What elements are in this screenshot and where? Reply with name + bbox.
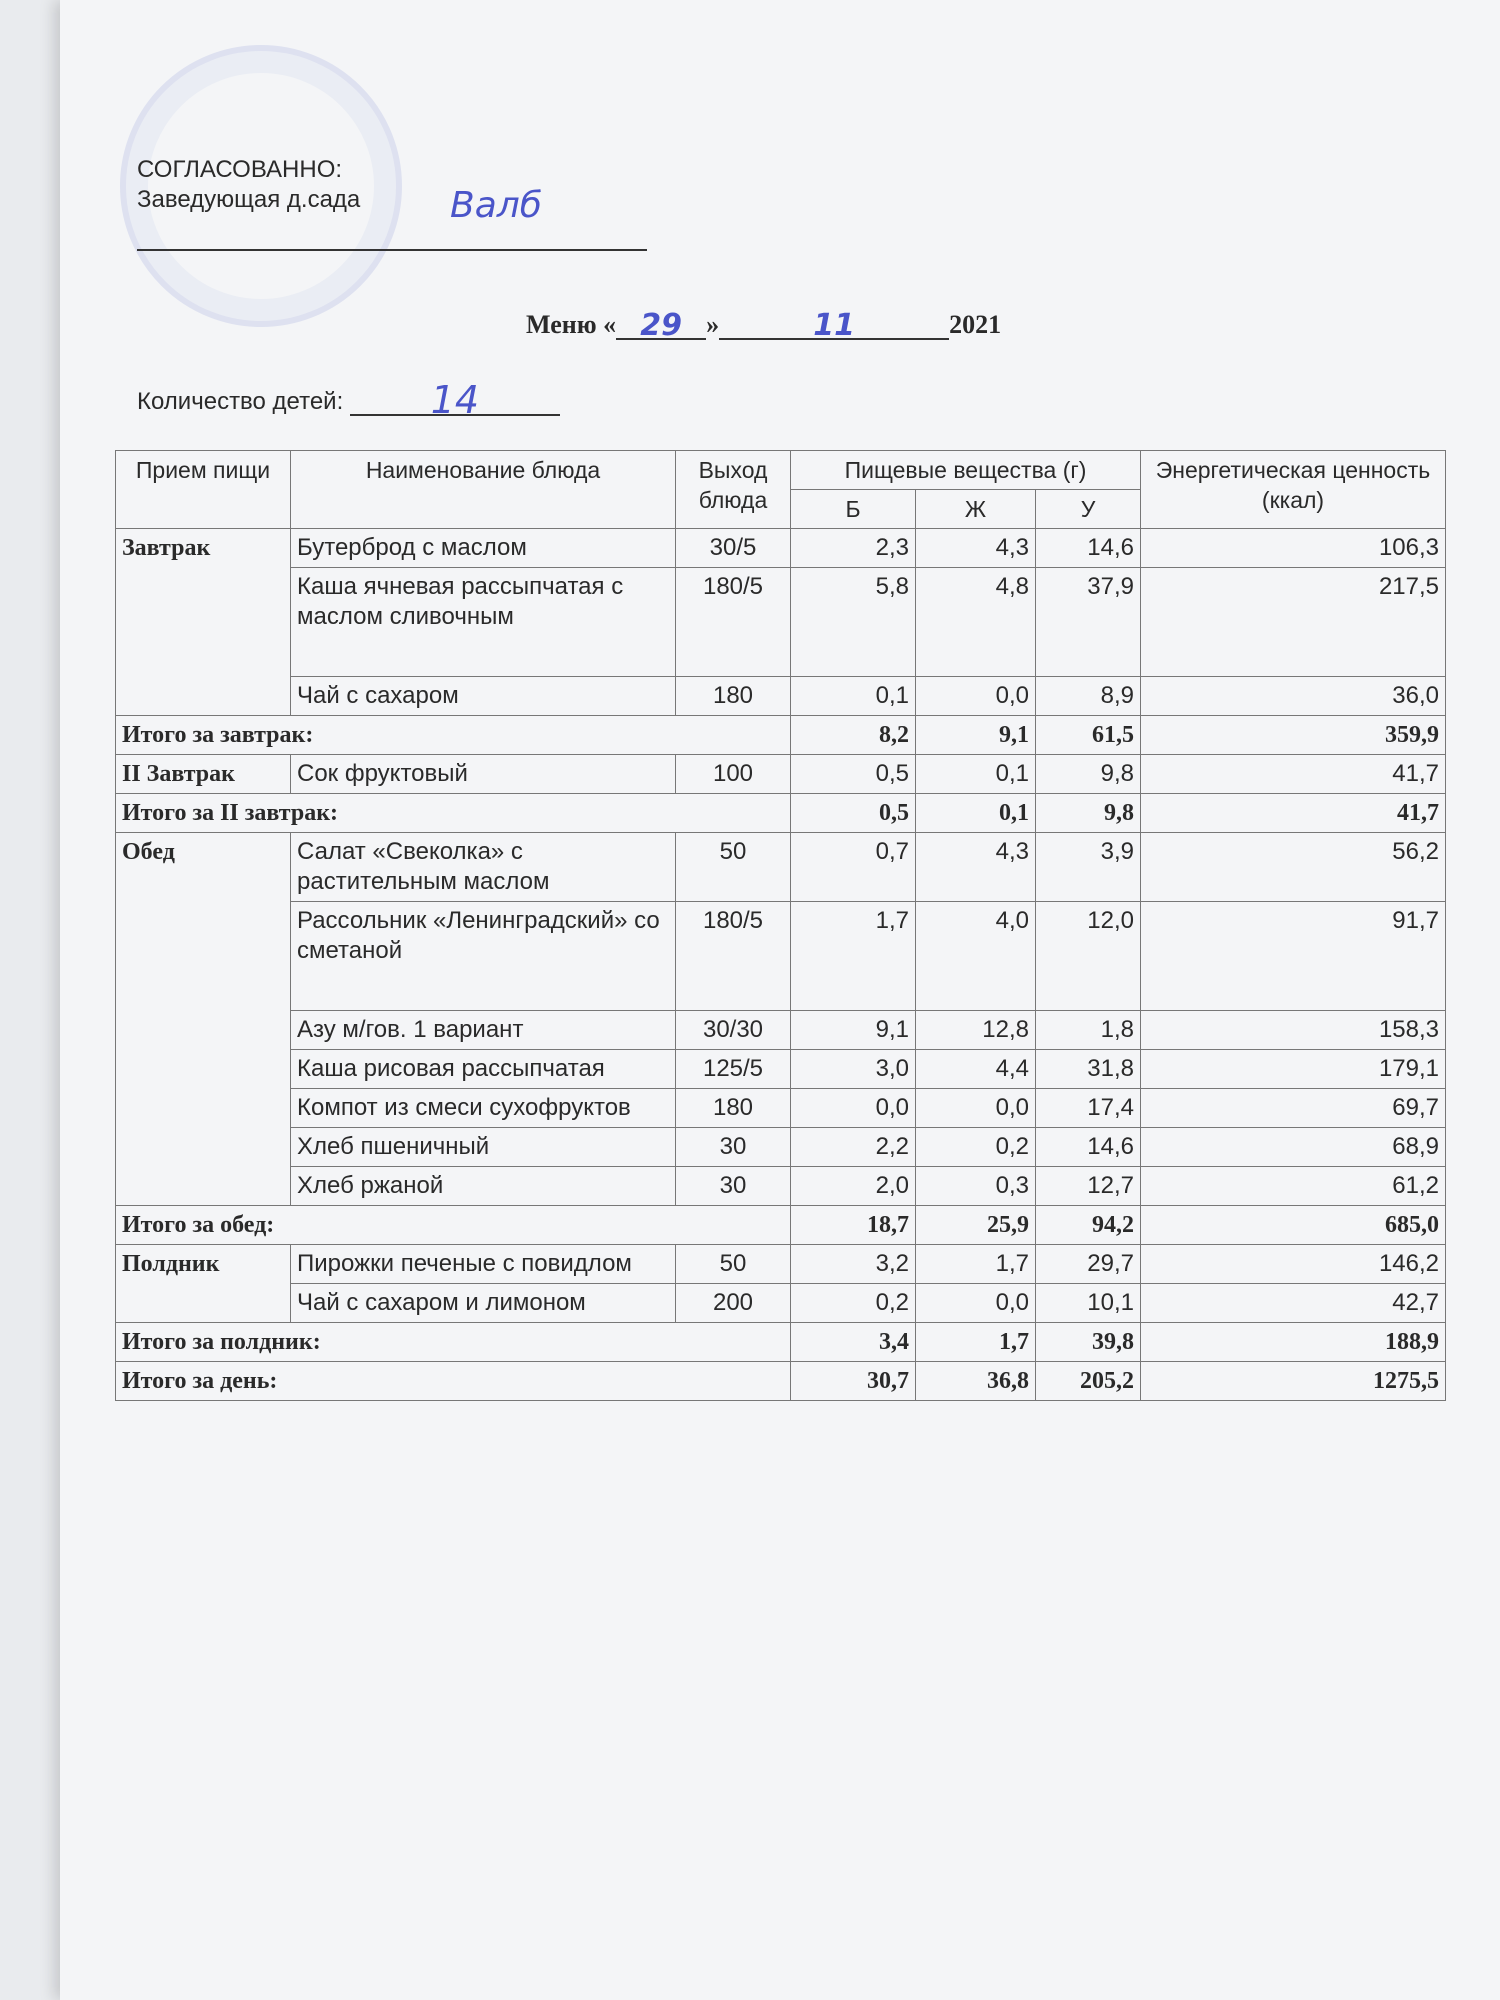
- dish-name: Пирожки печеные с повидлом: [291, 1245, 676, 1284]
- dish-zh: 1,7: [916, 1245, 1036, 1284]
- dish-zh: 0,1: [916, 755, 1036, 794]
- dish-kcal: 36,0: [1141, 677, 1446, 716]
- table-row: [116, 1011, 1446, 1050]
- dish-yield: 180/5: [676, 568, 791, 677]
- menu-day: 29: [616, 308, 706, 340]
- day-total-b: 30,7: [791, 1362, 916, 1401]
- table-row: [116, 1245, 1446, 1284]
- header-energy: Энергетическая ценность (ккал): [1141, 451, 1446, 529]
- dish-b: 3,0: [791, 1050, 916, 1089]
- dish-b: 2,0: [791, 1167, 916, 1206]
- signature-text: Валб: [450, 185, 542, 226]
- dish-kcal: 91,7: [1141, 902, 1446, 1011]
- dish-yield: 50: [676, 1245, 791, 1284]
- children-count: [137, 378, 560, 422]
- meal-lunch: Обед: [116, 833, 291, 1206]
- dish-yield: 30: [676, 1167, 791, 1206]
- header-zh: Ж: [916, 490, 1036, 529]
- dish-name: Бутерброд с маслом: [291, 529, 676, 568]
- dish-u: 29,7: [1036, 1245, 1141, 1284]
- dish-kcal: 42,7: [1141, 1284, 1446, 1323]
- dish-kcal: 146,2: [1141, 1245, 1446, 1284]
- total-zh: 0,1: [916, 794, 1036, 833]
- dish-u: 12,0: [1036, 902, 1141, 1011]
- dish-u: 10,1: [1036, 1284, 1141, 1323]
- total-zh: 1,7: [916, 1323, 1036, 1362]
- total-row: [116, 1206, 1446, 1245]
- header-meal: Прием пищи: [116, 451, 291, 529]
- approval-position: Заведующая д.сада: [137, 186, 361, 213]
- dish-b: 0,1: [791, 677, 916, 716]
- dish-b: 9,1: [791, 1011, 916, 1050]
- dish-b: 0,2: [791, 1284, 916, 1323]
- meal-second-breakfast: II Завтрак: [116, 755, 291, 794]
- dish-name: Хлеб ржаной: [291, 1167, 676, 1206]
- signature: [450, 185, 542, 226]
- dish-yield: 180: [676, 1089, 791, 1128]
- table-row: [116, 1284, 1446, 1323]
- total-u: 9,8: [1036, 794, 1141, 833]
- dish-kcal: 56,2: [1141, 833, 1446, 902]
- total-row: [116, 794, 1446, 833]
- day-total-zh: 36,8: [916, 1362, 1036, 1401]
- dish-b: 2,3: [791, 529, 916, 568]
- dish-zh: 0,0: [916, 1284, 1036, 1323]
- signature-line: [137, 215, 647, 251]
- dish-name: Каша ячневая рассыпчатая с маслом сливочным: [291, 568, 676, 677]
- dish-u: 3,9: [1036, 833, 1141, 902]
- meal-snack: Полдник: [116, 1245, 291, 1323]
- dish-kcal: 41,7: [1141, 755, 1446, 794]
- day-total-kcal: 1275,5: [1141, 1362, 1446, 1401]
- total-u: 94,2: [1036, 1206, 1141, 1245]
- dish-yield: 125/5: [676, 1050, 791, 1089]
- table-row: [116, 568, 1446, 677]
- children-value: 14: [350, 378, 560, 416]
- menu-title-prefix: Меню «: [526, 310, 617, 339]
- dish-u: 8,9: [1036, 677, 1141, 716]
- total-b: 8,2: [791, 716, 916, 755]
- dish-b: 3,2: [791, 1245, 916, 1284]
- dish-b: 5,8: [791, 568, 916, 677]
- dish-name: Компот из смеси сухофруктов: [291, 1089, 676, 1128]
- total-b: 18,7: [791, 1206, 916, 1245]
- dish-u: 14,6: [1036, 529, 1141, 568]
- approval-label: СОГЛАСОВАННО:: [137, 156, 343, 183]
- dish-zh: 0,2: [916, 1128, 1036, 1167]
- table-row: [116, 529, 1446, 568]
- dish-name: Сок фруктовый: [291, 755, 676, 794]
- total-u: 61,5: [1036, 716, 1141, 755]
- dish-kcal: 179,1: [1141, 1050, 1446, 1089]
- dish-kcal: 217,5: [1141, 568, 1446, 677]
- total-kcal: 188,9: [1141, 1323, 1446, 1362]
- total-label: Итого за полдник:: [116, 1323, 791, 1362]
- dish-zh: 4,0: [916, 902, 1036, 1011]
- dish-name: Чай с сахаром: [291, 677, 676, 716]
- dish-name: Хлеб пшеничный: [291, 1128, 676, 1167]
- table-row: [116, 1167, 1446, 1206]
- dish-yield: 50: [676, 833, 791, 902]
- dish-yield: 30: [676, 1128, 791, 1167]
- total-kcal: 41,7: [1141, 794, 1446, 833]
- menu-title-mid: »: [706, 310, 720, 339]
- table-row: [116, 833, 1446, 902]
- total-label: Итого за II завтрак:: [116, 794, 791, 833]
- menu-month: 11: [719, 308, 949, 340]
- table-row: [116, 902, 1446, 1011]
- total-u: 39,8: [1036, 1323, 1141, 1362]
- header-u: У: [1036, 490, 1141, 529]
- total-b: 0,5: [791, 794, 916, 833]
- dish-yield: 100: [676, 755, 791, 794]
- total-zh: 25,9: [916, 1206, 1036, 1245]
- table-row: [116, 677, 1446, 716]
- dish-u: 31,8: [1036, 1050, 1141, 1089]
- header-nutrients: Пищевые вещества (г): [791, 451, 1141, 490]
- dish-zh: 4,8: [916, 568, 1036, 677]
- dish-name: Каша рисовая рассыпчатая: [291, 1050, 676, 1089]
- dish-yield: 30/5: [676, 529, 791, 568]
- header-dish: Наименование блюда: [291, 451, 676, 529]
- dish-name: Салат «Свеколка» с растительным маслом: [291, 833, 676, 902]
- dish-zh: 0,0: [916, 677, 1036, 716]
- total-label: Итого за обед:: [116, 1206, 791, 1245]
- dish-zh: 4,3: [916, 833, 1036, 902]
- menu-table: [115, 450, 1446, 1401]
- dish-zh: 0,0: [916, 1089, 1036, 1128]
- day-total-u: 205,2: [1036, 1362, 1141, 1401]
- header-row: [116, 451, 1446, 490]
- dish-name: Рассольник «Ленинградский» со сметаной: [291, 902, 676, 1011]
- dish-kcal: 158,3: [1141, 1011, 1446, 1050]
- dish-zh: 4,4: [916, 1050, 1036, 1089]
- total-b: 3,4: [791, 1323, 916, 1362]
- dish-yield: 30/30: [676, 1011, 791, 1050]
- meal-breakfast: Завтрак: [116, 529, 291, 716]
- dish-b: 0,5: [791, 755, 916, 794]
- dish-u: 12,7: [1036, 1167, 1141, 1206]
- dish-u: 17,4: [1036, 1089, 1141, 1128]
- dish-name: Азу м/гов. 1 вариант: [291, 1011, 676, 1050]
- total-row: [116, 716, 1446, 755]
- dish-zh: 0,3: [916, 1167, 1036, 1206]
- dish-u: 14,6: [1036, 1128, 1141, 1167]
- day-total-row: [116, 1362, 1446, 1401]
- dish-yield: 180: [676, 677, 791, 716]
- total-row: [116, 1323, 1446, 1362]
- dish-b: 2,2: [791, 1128, 916, 1167]
- dish-kcal: 106,3: [1141, 529, 1446, 568]
- dish-kcal: 69,7: [1141, 1089, 1446, 1128]
- table-row: [116, 1128, 1446, 1167]
- dish-b: 0,0: [791, 1089, 916, 1128]
- dish-yield: 200: [676, 1284, 791, 1323]
- header-yield: Выход блюда: [676, 451, 791, 529]
- children-label: Количество детей:: [137, 388, 344, 415]
- total-kcal: 359,9: [1141, 716, 1446, 755]
- dish-u: 9,8: [1036, 755, 1141, 794]
- menu-year: 2021: [949, 310, 1002, 339]
- total-label: Итого за завтрак:: [116, 716, 791, 755]
- dish-name: Чай с сахаром и лимоном: [291, 1284, 676, 1323]
- dish-yield: 180/5: [676, 902, 791, 1011]
- table-row: [116, 755, 1446, 794]
- menu-title: [526, 308, 1002, 343]
- dish-b: 1,7: [791, 902, 916, 1011]
- table-row: [116, 1050, 1446, 1089]
- table-row: [116, 1089, 1446, 1128]
- dish-zh: 4,3: [916, 529, 1036, 568]
- dish-kcal: 68,9: [1141, 1128, 1446, 1167]
- dish-u: 37,9: [1036, 568, 1141, 677]
- dish-kcal: 61,2: [1141, 1167, 1446, 1206]
- dish-b: 0,7: [791, 833, 916, 902]
- approval-block: [137, 155, 647, 251]
- dish-zh: 12,8: [916, 1011, 1036, 1050]
- dish-u: 1,8: [1036, 1011, 1141, 1050]
- day-total-label: Итого за день:: [116, 1362, 791, 1401]
- total-kcal: 685,0: [1141, 1206, 1446, 1245]
- total-zh: 9,1: [916, 716, 1036, 755]
- header-b: Б: [791, 490, 916, 529]
